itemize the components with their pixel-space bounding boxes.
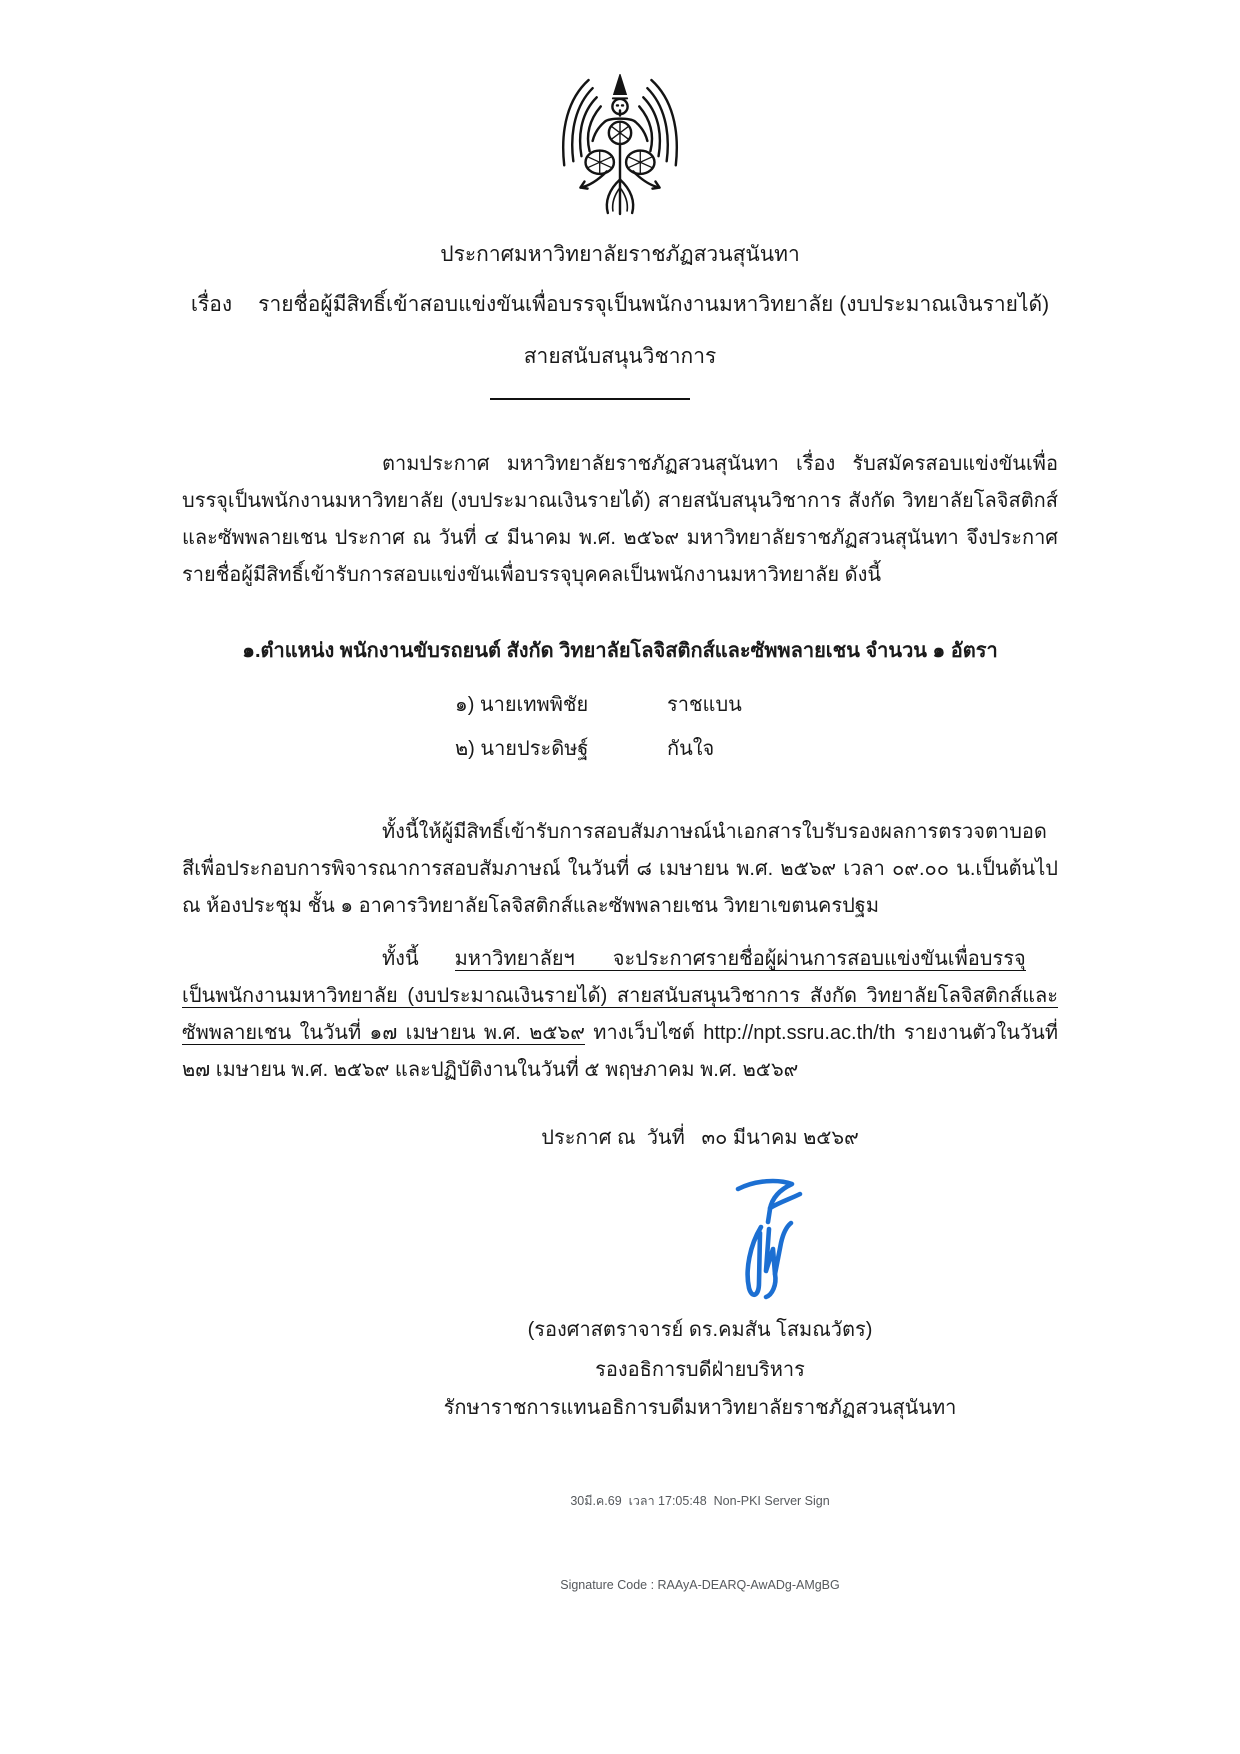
candidate-name: ๒) นายประดิษฐ์ bbox=[455, 738, 589, 760]
subject-text: รายชื่อผู้มีสิทธิ์เข้าสอบแข่งขันเพื่อบรรจุเป็นพนักงานมหาวิทยาลัย (งบประมาณเงินรายได้) bbox=[258, 293, 1050, 316]
candidate-row bbox=[455, 734, 1240, 764]
announcement-category: สายสนับสนุนวิชาการ bbox=[523, 345, 717, 368]
candidate-row bbox=[455, 690, 1240, 720]
paragraph-result-announcement bbox=[182, 941, 1058, 1089]
digital-sign-timestamp: 30มี.ค.69 เวลา 17:05:48 Non-PKI Server Sign bbox=[570, 1494, 830, 1508]
digital-signature-stamp bbox=[320, 1431, 1080, 1655]
signer-title-1: รองอธิการบดีฝ่ายบริหาร bbox=[595, 1359, 805, 1381]
announcement-date-line: ประกาศ ณ วันที่ ๓๐ มีนาคม ๒๕๖๙ bbox=[541, 1127, 859, 1149]
header-divider-line bbox=[490, 398, 690, 400]
candidate-name: ๑) นายเทพพิชัย bbox=[455, 694, 589, 716]
p3-prefix: ทั้งนี้ bbox=[382, 948, 419, 970]
candidate-surname: ราชแบน bbox=[667, 694, 742, 716]
announcement-org-title: ประกาศมหาวิทยาลัยราชภัฏสวนสุนันทา bbox=[440, 243, 800, 266]
handwritten-signature-ink bbox=[728, 1175, 814, 1303]
paragraph-interview-info: ทั้งนี้ให้ผู้มีสิทธิ์เข้ารับการสอบสัมภาษณ์นำเอกสารใบรับรองผลการตรวจตาบอดสีเพื่อประกอบการพิจารณาการสอบสัมภาษณ์ ในวันที่ ๘ เมษายน พ.ศ. ๒๕๖๙ เวลา ๐๙.๐๐ น.เป็นต้นไป ณ ห้องประชุม ชั้น ๑ อาคารวิทยาลัยโลจิสติกส์และซัพพลายเชน วิทยาเขตนครปฐม bbox=[182, 821, 1058, 917]
p3-suffix: ทางเว็บไซต์ http://npt.ssru.ac.th/th รายงานตัวในวันที่ ๒๗ เมษายน พ.ศ. ๒๕๖๙ และปฏิบัติงานในวันที่ ๕ พฤษภาคม พ.ศ. ๒๕๖๙ bbox=[182, 1022, 1058, 1081]
paragraph-intro: ตามประกาศ มหาวิทยาลัยราชภัฏสวนสุนันทา เรื่อง รับสมัครสอบแข่งขันเพื่อบรรจุเป็นพนักงานมหาวิทยาลัย (งบประมาณเงินรายได้) สายสนับสนุนวิชาการ สังกัด วิทยาลัยโลจิสติกส์และซัพพลายเชน ประกาศ ณ วันที่ ๔ มีนาคม พ.ศ. ๒๕๖๙ มหาวิทยาลัยราชภัฏสวนสุนันทา จึงประกาศรายชื่อผู้มีสิทธิ์เข้ารับการสอบแข่งขันเพื่อบรรจุบุคคลเป็นพนักงานมหาวิทยาลัย ดังนี้ bbox=[182, 453, 1058, 586]
signer-name: (รองศาสตราจารย์ ดร.คมสัน โสมณวัตร) bbox=[527, 1319, 873, 1341]
digital-sign-code: Signature Code : RAAyA-DEARQ-AwADg-AMgBG bbox=[560, 1578, 840, 1592]
p3-underline-b: จะประกาศรายชื่อผู้ผ่านการสอบแข่งขันเพื่อบรรจุเป็นพนักงานมหาวิทยาลัย (งบประมาณเงินรายได้) สายสนับสนุนวิชาการ สังกัด วิทยาลัยโลจิสติกส์และซัพพลายเชน ในวันที่ ๑๗ เมษายน พ.ศ. ๒๕๖๙ bbox=[182, 948, 1058, 1044]
p3-underline-a: มหาวิทยาลัยฯ bbox=[454, 948, 575, 970]
signer-title-2: รักษาราชการแทนอธิการบดีมหาวิทยาลัยราชภัฏสวนสุนันทา bbox=[443, 1397, 957, 1419]
candidate-list bbox=[455, 690, 1240, 764]
garuda-emblem-icon bbox=[554, 74, 686, 216]
announcement-subject bbox=[120, 290, 1120, 320]
subject-label: เรื่อง bbox=[190, 293, 233, 316]
signer-block bbox=[320, 1315, 1080, 1423]
position-heading: ๑.ตำแหน่ง พนักงานขับรถยนต์ สังกัด วิทยาลัยโลจิสติกส์และซัพพลายเชน จำนวน ๑ อัตรา bbox=[242, 640, 998, 662]
candidate-surname: กันใจ bbox=[667, 738, 715, 760]
